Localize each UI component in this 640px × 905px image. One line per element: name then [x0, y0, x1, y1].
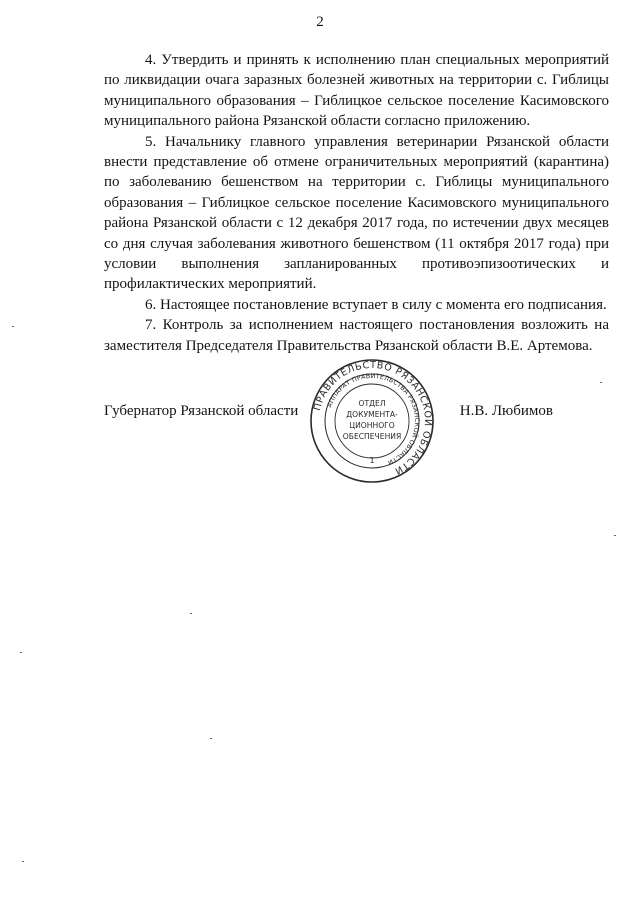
scan-speck: [22, 861, 24, 862]
scan-speck: [614, 535, 616, 536]
page-number: 2: [316, 14, 324, 30]
scan-speck: [210, 738, 212, 739]
stamp-outer-text: ПРАВИТЕЛЬСТВО РЯЗАНСКОЙ ОБЛАСТИ: [312, 359, 434, 477]
scan-speck: [20, 652, 22, 653]
stamp-center-text: [343, 399, 401, 441]
stamp-inner-text: АППАРАТ ПРАВИТЕЛЬСТВА РЯЗАНСКОЙ ОБЛАСТИ: [325, 371, 422, 467]
scan-speck: [600, 382, 602, 383]
svg-text:ОБЕСПЕЧЕНИЯ: ОБЕСПЕЧЕНИЯ: [342, 432, 402, 441]
signatory-name: Н.В. Любимов: [459, 403, 553, 419]
official-seal-stamp: [309, 358, 435, 484]
paragraph-6: 6. Настоящее постановление вступает в силу с момента его подписания.: [145, 296, 607, 313]
svg-text:ЦИОННОГО: ЦИОННОГО: [349, 421, 395, 430]
paragraph-7: 7. Контроль за исполнением настоящего постановления возложить на заместителя Председателя Правительства Рязанской области В.Е. Артемова.: [104, 317, 609, 354]
stamp-number: 1: [369, 456, 375, 465]
document-body: [104, 50, 609, 356]
svg-text:ДОКУМЕНТА-: ДОКУМЕНТА-: [346, 410, 398, 419]
signatory-title: Губернатор Рязанской области: [104, 403, 299, 419]
paragraph-4: 4. Утвердить и принять к исполнению план специальных мероприятий по ликвидации очага заразных болезней животных на территории с. Гиблицы муниципального образования – Гиблицкое сельское поселение Касимовского муниципального района Рязанской области согласно приложению.: [104, 52, 609, 130]
svg-text:ОТДЕЛ: ОТДЕЛ: [358, 399, 386, 408]
scan-speck: [12, 326, 14, 327]
scan-speck: [190, 613, 192, 614]
paragraph-5: 5. Начальнику главного управления ветеринарии Рязанской области внести представление об отмене ограничительных мероприятий (карантина) по заболеванию бешенством на территории с. Гиблицы муниципального образования – Гиблицкое сельское поселение Касимовского муниципального района Рязанской области с 12 декабря 2017 года, по истечении двух месяцев со дня случая заболевания животного бешенством (11 октября 2017 года) при условии выполнения запланированных противоэпизоотических и профилактических мероприятий.: [104, 133, 609, 293]
